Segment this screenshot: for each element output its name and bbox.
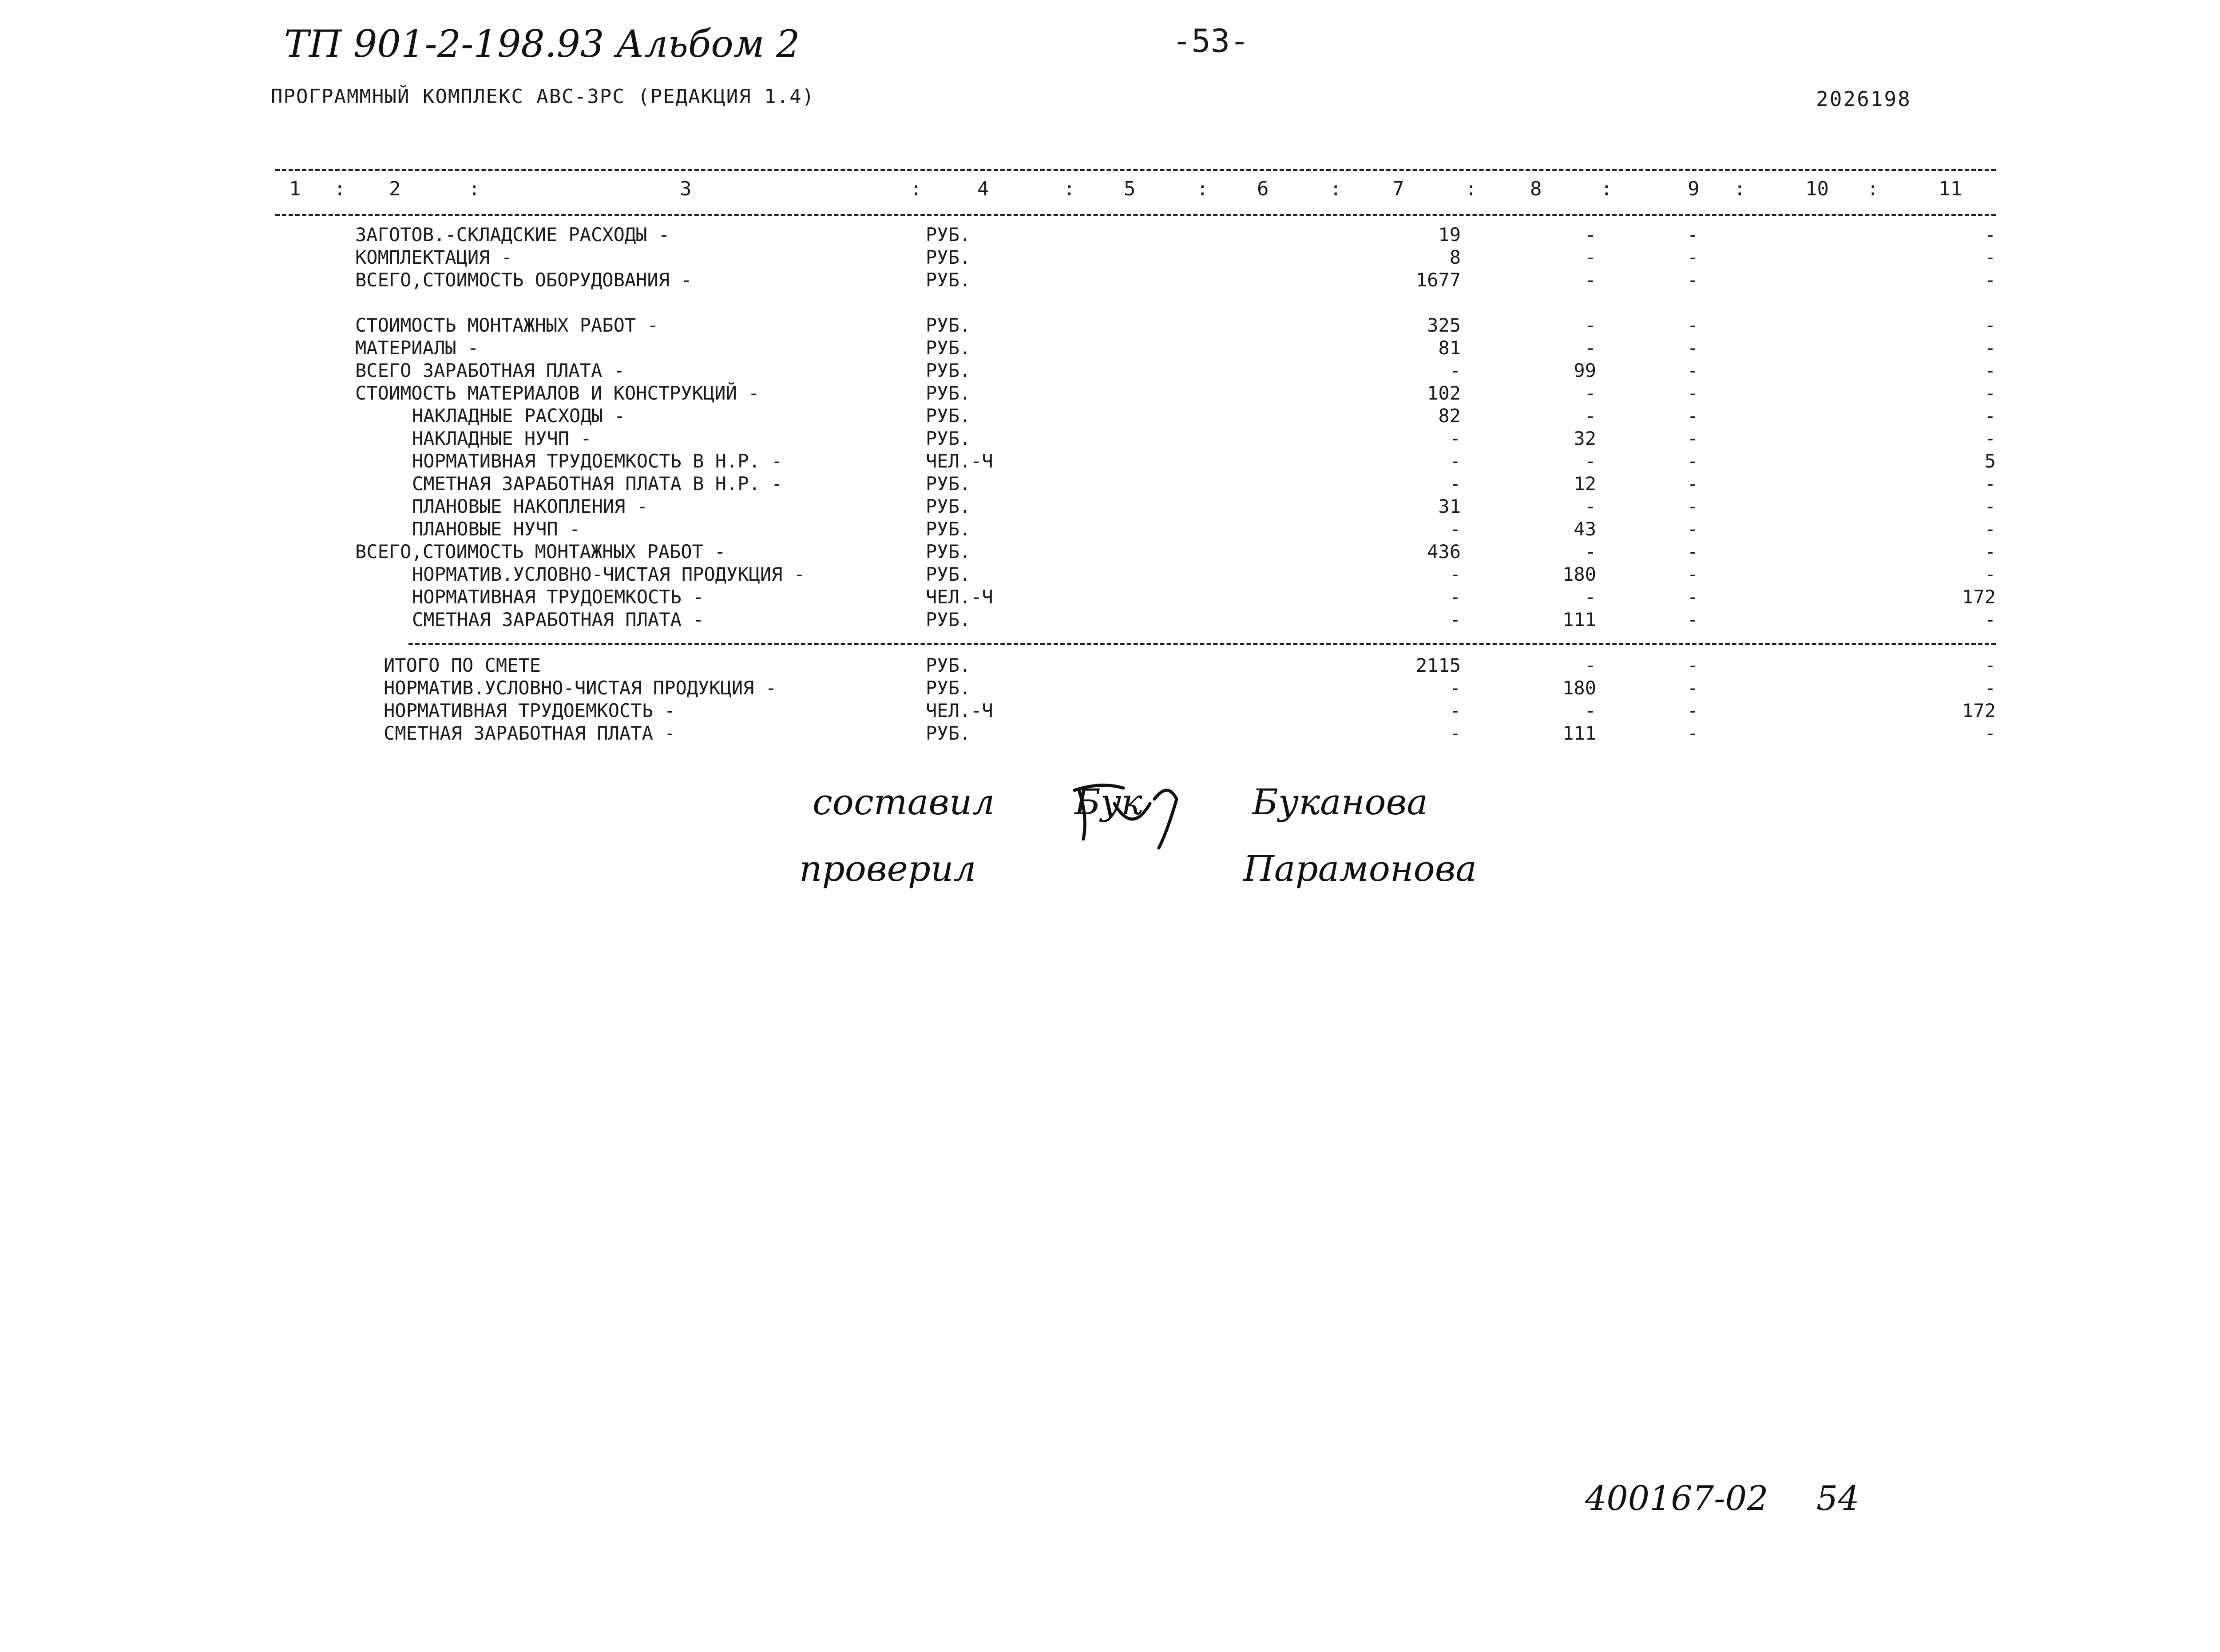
col8-value: - bbox=[1585, 246, 1596, 268]
col7-value: - bbox=[1449, 518, 1461, 540]
col8-value: 12 bbox=[1574, 473, 1596, 495]
col9-value: - bbox=[1687, 495, 1699, 517]
compiled-by-name: Буканова bbox=[1252, 781, 1428, 823]
col8-value: - bbox=[1585, 314, 1596, 336]
row-label: ВСЕГО,СТОИМОСТЬ МОНТАЖНЫХ РАБОТ - bbox=[355, 541, 726, 563]
row-label: ВСЕГО ЗАРАБОТНАЯ ПЛАТА - bbox=[355, 360, 625, 381]
row-unit: ЧЕЛ.-Ч bbox=[926, 700, 993, 721]
document-header-code: ТП 901-2-198.93 Альбом 2 bbox=[284, 22, 800, 66]
col9-value: - bbox=[1687, 473, 1699, 495]
col11-value: - bbox=[1984, 246, 1996, 268]
table-top-rule bbox=[275, 169, 1996, 171]
column-separator: : bbox=[334, 178, 346, 200]
column-separator: : bbox=[1465, 178, 1477, 200]
column-separator: : bbox=[910, 178, 922, 200]
col8-value: - bbox=[1585, 269, 1596, 291]
col8-value: - bbox=[1585, 700, 1596, 721]
column-number-6: 6 bbox=[1257, 178, 1269, 200]
col11-value: - bbox=[1984, 428, 1996, 449]
column-number-3: 3 bbox=[680, 178, 692, 200]
col8-value: - bbox=[1585, 405, 1596, 427]
row-label: ВСЕГО,СТОИМОСТЬ ОБОРУДОВАНИЯ - bbox=[355, 269, 692, 291]
col9-value: - bbox=[1687, 518, 1699, 540]
col7-value: 19 bbox=[1438, 224, 1461, 246]
row-label: ПЛАНОВЫЕ НУЧП - bbox=[412, 518, 581, 540]
col8-value: 43 bbox=[1574, 518, 1596, 540]
row-unit: РУБ. bbox=[926, 541, 971, 563]
row-unit: РУБ. bbox=[926, 609, 971, 630]
row-label: СТОИМОСТЬ МОНТАЖНЫХ РАБОТ - bbox=[355, 314, 658, 336]
col11-value: - bbox=[1984, 518, 1996, 540]
col11-value: - bbox=[1984, 360, 1996, 381]
column-number-5: 5 bbox=[1124, 178, 1136, 200]
col11-value: - bbox=[1984, 563, 1996, 585]
col9-value: - bbox=[1687, 677, 1699, 699]
col9-value: - bbox=[1687, 224, 1699, 246]
col11-value: - bbox=[1984, 495, 1996, 517]
col8-value: 180 bbox=[1562, 677, 1596, 699]
col9-value: - bbox=[1687, 541, 1699, 563]
signature: Бук bbox=[1074, 781, 1142, 823]
col9-value: - bbox=[1687, 382, 1699, 404]
row-unit: РУБ. bbox=[926, 428, 971, 449]
col7-value: - bbox=[1449, 450, 1461, 472]
col11-value: - bbox=[1984, 382, 1996, 404]
row-unit: РУБ. bbox=[926, 495, 971, 517]
column-number-4: 4 bbox=[977, 178, 989, 200]
col9-value: - bbox=[1687, 450, 1699, 472]
row-label: СТОИМОСТЬ МАТЕРИАЛОВ И КОНСТРУКЦИЙ - bbox=[355, 382, 760, 404]
col9-value: - bbox=[1687, 722, 1699, 744]
row-unit: РУБ. bbox=[926, 269, 971, 291]
col8-value: - bbox=[1585, 586, 1596, 608]
column-separator: : bbox=[1601, 178, 1613, 200]
row-unit: РУБ. bbox=[926, 722, 971, 744]
column-number-11: 11 bbox=[1939, 178, 1962, 200]
signature-mark bbox=[1061, 773, 1194, 861]
table-header-rule bbox=[275, 214, 1996, 216]
row-label: СМЕТНАЯ ЗАРАБОТНАЯ ПЛАТА - bbox=[412, 609, 704, 630]
totals-separator-rule bbox=[408, 643, 1996, 645]
col11-value: - bbox=[1984, 473, 1996, 495]
row-label: НОРМАТИВ.УСЛОВНО-ЧИСТАЯ ПРОДУКЦИЯ - bbox=[412, 563, 805, 585]
checked-by-name: Парамонова bbox=[1243, 848, 1477, 889]
row-unit: РУБ. bbox=[926, 473, 971, 495]
row-label: НОРМАТИВНАЯ ТРУДОЕМКОСТЬ - bbox=[412, 586, 704, 608]
row-label: НОРМАТИВ.УСЛОВНО-ЧИСТАЯ ПРОДУКЦИЯ - bbox=[384, 677, 777, 699]
col9-value: - bbox=[1687, 337, 1699, 359]
col11-value: - bbox=[1984, 269, 1996, 291]
column-separator: : bbox=[1867, 178, 1879, 200]
col11-value: - bbox=[1984, 722, 1996, 744]
col7-value: - bbox=[1449, 428, 1461, 449]
row-unit: РУБ. bbox=[926, 224, 971, 246]
col9-value: - bbox=[1687, 563, 1699, 585]
row-label: СМЕТНАЯ ЗАРАБОТНАЯ ПЛАТА - bbox=[384, 722, 676, 744]
col8-value: - bbox=[1585, 541, 1596, 563]
column-number-1: 1 bbox=[289, 178, 301, 200]
col7-value: - bbox=[1449, 563, 1461, 585]
col11-value: - bbox=[1984, 654, 1996, 676]
col7-value: 2115 bbox=[1415, 654, 1461, 676]
row-unit: ЧЕЛ.-Ч bbox=[926, 450, 993, 472]
footer-code-text: 400167-02 bbox=[1585, 1478, 1768, 1518]
column-separator: : bbox=[1197, 178, 1209, 200]
col8-value: 111 bbox=[1562, 722, 1596, 744]
col7-value: 81 bbox=[1438, 337, 1461, 359]
col7-value: 31 bbox=[1438, 495, 1461, 517]
col11-value: 172 bbox=[1962, 700, 1996, 721]
col8-value: 180 bbox=[1562, 563, 1596, 585]
col11-value: - bbox=[1984, 337, 1996, 359]
footer-page-number: 54 bbox=[1816, 1478, 1859, 1518]
row-unit: РУБ. bbox=[926, 677, 971, 699]
column-number-10: 10 bbox=[1805, 178, 1829, 200]
footer-code bbox=[1585, 1478, 1859, 1518]
row-unit: ЧЕЛ.-Ч bbox=[926, 586, 993, 608]
column-number-7: 7 bbox=[1392, 178, 1404, 200]
col7-value: - bbox=[1449, 677, 1461, 699]
col7-value: - bbox=[1449, 586, 1461, 608]
col8-value: 111 bbox=[1562, 609, 1596, 630]
col11-value: - bbox=[1984, 224, 1996, 246]
col9-value: - bbox=[1687, 360, 1699, 381]
row-unit: РУБ. bbox=[926, 405, 971, 427]
row-label: НАКЛАДНЫЕ РАСХОДЫ - bbox=[412, 405, 626, 427]
col7-value: - bbox=[1449, 609, 1461, 630]
col9-value: - bbox=[1687, 654, 1699, 676]
col9-value: - bbox=[1687, 314, 1699, 336]
row-unit: РУБ. bbox=[926, 563, 971, 585]
document-number: 2026198 bbox=[1816, 87, 1911, 111]
col8-value: - bbox=[1585, 337, 1596, 359]
col7-value: - bbox=[1449, 700, 1461, 721]
col9-value: - bbox=[1687, 428, 1699, 449]
col11-value: - bbox=[1984, 541, 1996, 563]
col9-value: - bbox=[1687, 586, 1699, 608]
col7-value: - bbox=[1449, 360, 1461, 381]
col9-value: - bbox=[1687, 269, 1699, 291]
checked-by-label: проверил bbox=[799, 848, 976, 889]
col8-value: - bbox=[1585, 450, 1596, 472]
row-unit: РУБ. bbox=[926, 314, 971, 336]
column-separator: : bbox=[468, 178, 480, 200]
row-label: НОРМАТИВНАЯ ТРУДОЕМКОСТЬ В Н.Р. - bbox=[412, 450, 783, 472]
col8-value: 99 bbox=[1574, 360, 1596, 381]
col11-value: 172 bbox=[1962, 586, 1996, 608]
column-number-2: 2 bbox=[389, 178, 401, 200]
col11-value: 5 bbox=[1984, 450, 1996, 472]
row-unit: РУБ. bbox=[926, 654, 971, 676]
column-number-9: 9 bbox=[1688, 178, 1700, 200]
col11-value: - bbox=[1984, 677, 1996, 699]
col7-value: - bbox=[1449, 722, 1461, 744]
col9-value: - bbox=[1687, 700, 1699, 721]
row-label: ИТОГО ПО СМЕТЕ bbox=[384, 654, 541, 676]
col9-value: - bbox=[1687, 405, 1699, 427]
col11-value: - bbox=[1984, 314, 1996, 336]
col8-value: - bbox=[1585, 224, 1596, 246]
column-separator: : bbox=[1734, 178, 1746, 200]
col9-value: - bbox=[1687, 246, 1699, 268]
column-separator: : bbox=[1063, 178, 1075, 200]
col7-value: 8 bbox=[1449, 246, 1461, 268]
col8-value: 32 bbox=[1574, 428, 1596, 449]
row-label: НОРМАТИВНАЯ ТРУДОЕМКОСТЬ - bbox=[384, 700, 676, 721]
row-label: КОМПЛЕКТАЦИЯ - bbox=[355, 246, 513, 268]
col8-value: - bbox=[1585, 382, 1596, 404]
row-label: ПЛАНОВЫЕ НАКОПЛЕНИЯ - bbox=[412, 495, 648, 517]
col11-value: - bbox=[1984, 609, 1996, 630]
col8-value: - bbox=[1585, 654, 1596, 676]
compiled-by-label: составил bbox=[813, 781, 995, 823]
column-number-8: 8 bbox=[1530, 178, 1542, 200]
column-separator: : bbox=[1330, 178, 1342, 200]
col9-value: - bbox=[1687, 609, 1699, 630]
col7-value: 325 bbox=[1427, 314, 1461, 336]
software-subtitle: ПРОГРАММНЫЙ КОМПЛЕКС АВС-3РС (РЕДАКЦИЯ 1.4) bbox=[271, 85, 815, 108]
col7-value: 102 bbox=[1427, 382, 1461, 404]
col7-value: 82 bbox=[1438, 405, 1461, 427]
row-unit: РУБ. bbox=[926, 518, 971, 540]
col7-value: - bbox=[1449, 473, 1461, 495]
row-label: СМЕТНАЯ ЗАРАБОТНАЯ ПЛАТА В Н.Р. - bbox=[412, 473, 783, 495]
row-label: МАТЕРИАЛЫ - bbox=[355, 337, 479, 359]
row-unit: РУБ. bbox=[926, 337, 971, 359]
col8-value: - bbox=[1585, 495, 1596, 517]
row-unit: РУБ. bbox=[926, 246, 971, 268]
row-label: ЗАГОТОВ.-СКЛАДСКИЕ РАСХОДЫ - bbox=[355, 224, 670, 246]
col7-value: 1677 bbox=[1415, 269, 1461, 291]
col7-value: 436 bbox=[1427, 541, 1461, 563]
col11-value: - bbox=[1984, 405, 1996, 427]
row-unit: РУБ. bbox=[926, 360, 971, 381]
row-label: НАКЛАДНЫЕ НУЧП - bbox=[412, 428, 592, 449]
page-number: -53- bbox=[1172, 22, 1249, 59]
row-unit: РУБ. bbox=[926, 382, 971, 404]
